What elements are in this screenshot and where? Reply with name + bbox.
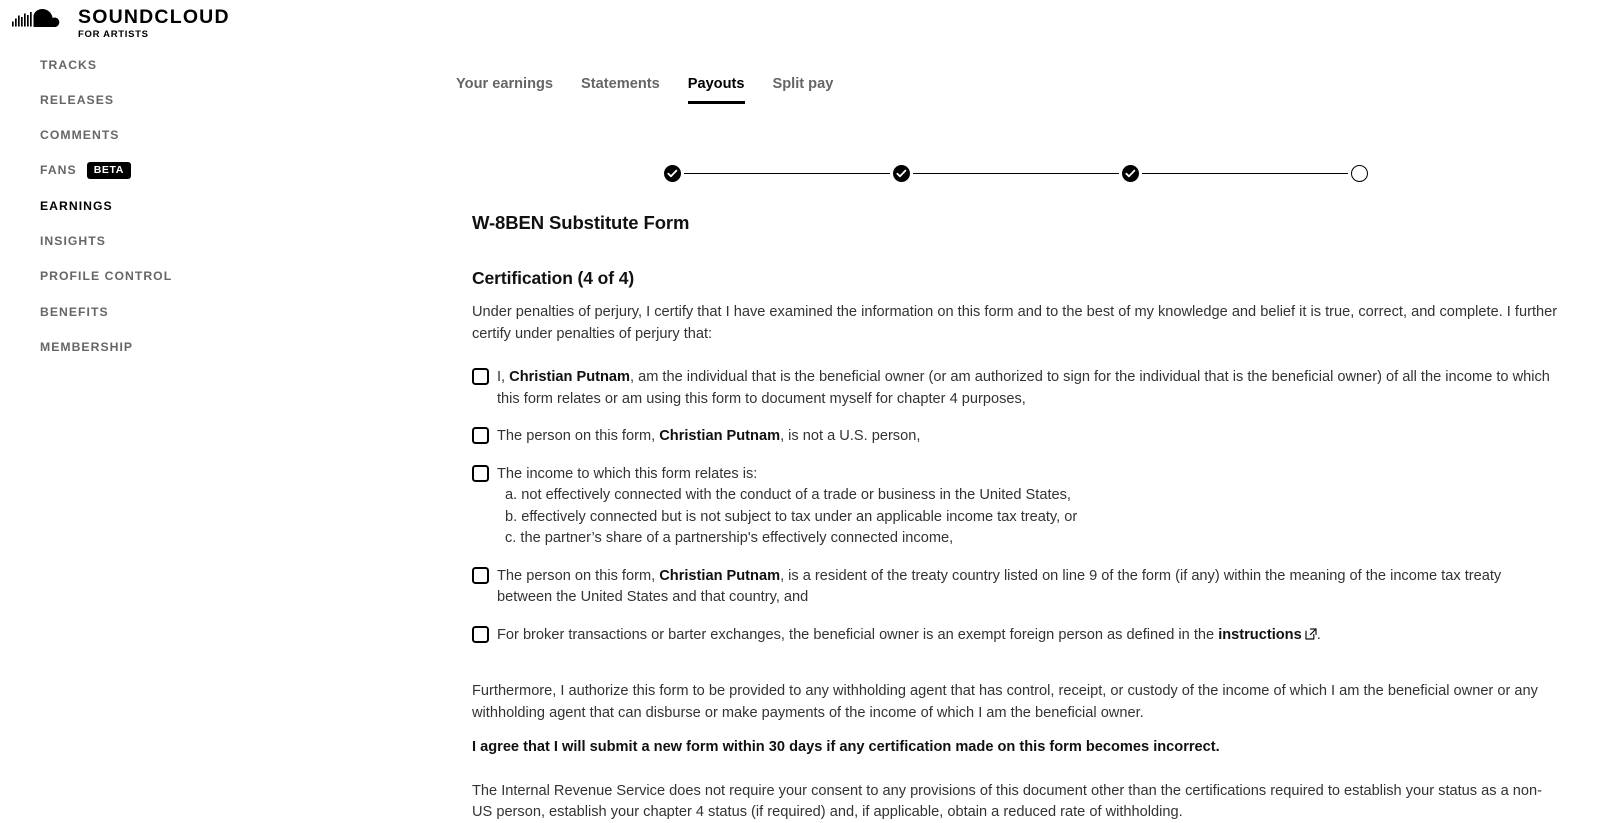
step-1-complete[interactable]: [664, 165, 681, 182]
sidebar-item-label: MEMBERSHIP: [40, 339, 134, 354]
sidebar-item-label: FANS: [40, 163, 77, 178]
section-title: Certification (4 of 4): [472, 268, 635, 288]
irs-notice-paragraph: The Internal Revenue Service does not require your consent to any provisions of this document other than the certifications required to establish your status as a non-US person, establish your chapter 4 status (if required) and, if applicable, obtain a reduced rate of withholding.: [472, 782, 1542, 820]
cert-user-name: Christian Putnam: [659, 428, 781, 444]
sidebar-item-label: PROFILE CONTROL: [40, 269, 173, 284]
agreement-statement: I agree that I will submit a new form within 30 days if any certification made on this form becomes incorrect.: [472, 739, 1220, 755]
sub-item-b: b. effectively connected but is not subject to tax under an applicable income tax treaty, or: [505, 508, 1078, 525]
cert-prefix: For broker transactions or barter exchanges, the beneficial owner is an exempt foreign person as defined in the: [497, 626, 1219, 643]
logo-title: SOUNDCLOUD: [78, 6, 230, 28]
form-content: [472, 212, 1558, 823]
check-icon: [664, 165, 681, 182]
sidebar-item-benefits[interactable]: [40, 301, 400, 322]
sidebar-item-earnings[interactable]: [40, 195, 400, 216]
cert-prefix: The person on this form,: [497, 567, 660, 584]
certification-list: [472, 367, 1558, 647]
sidebar-item-label: BENEFITS: [40, 304, 109, 319]
sidebar-item-insights[interactable]: [40, 230, 400, 251]
certification-text: [497, 464, 1558, 550]
sidebar-item-fans[interactable]: [40, 160, 400, 181]
certification-item: [472, 566, 1558, 609]
cert-suffix: .: [1316, 626, 1321, 643]
sidebar-item-releases[interactable]: [40, 89, 400, 110]
step-2-complete[interactable]: [893, 165, 910, 182]
page-title: W-8BEN Substitute Form: [472, 212, 690, 233]
certification-checkbox-2[interactable]: [472, 427, 489, 444]
sidebar-item-profile-control[interactable]: [40, 266, 400, 287]
cert-user-name: Christian Putnam: [509, 369, 630, 385]
cert-prefix: The person on this form,: [497, 428, 660, 444]
sidebar-item-membership[interactable]: [40, 336, 400, 357]
sidebar-item-tracks[interactable]: [40, 54, 400, 75]
certification-checkbox-4[interactable]: [472, 567, 489, 584]
soundcloud-for-artists-logo[interactable]: [12, 8, 230, 39]
certification-item: [472, 426, 1558, 448]
sidebar-nav: [40, 54, 400, 372]
certification-text: [497, 566, 1558, 609]
check-icon: [1122, 165, 1139, 182]
logo-wordmark: [78, 8, 230, 39]
step-4-current[interactable]: [1351, 165, 1368, 182]
check-icon: [893, 165, 910, 182]
certification-intro: Under penalties of perjury, I certify that I have examined the information on this form and to the best of my knowledge and belief it is true, correct, and complete. I further certify under penalties of perjury that:: [472, 304, 1558, 342]
certification-checkbox-3[interactable]: [472, 465, 489, 482]
instructions-link-label: instructions: [1218, 626, 1302, 643]
sidebar-item-label: EARNINGS: [40, 198, 113, 213]
certification-item: [472, 464, 1558, 550]
beta-badge: BETA: [87, 162, 131, 179]
sidebar-item-label: INSIGHTS: [40, 233, 106, 248]
sidebar-item-label: RELEASES: [40, 92, 115, 107]
tab-split-pay[interactable]: Split pay: [772, 76, 834, 92]
cert-user-name: Christian Putnam: [659, 567, 781, 584]
step-connector: [684, 173, 890, 175]
soundcloud-cloud-icon: [12, 9, 70, 38]
certification-item: [472, 367, 1558, 410]
tab-your-earnings[interactable]: Your earnings: [456, 76, 554, 92]
logo-tagline: FOR ARTISTS: [78, 28, 149, 40]
sidebar-item-label: TRACKS: [40, 57, 98, 72]
step-connector: [913, 173, 1119, 175]
tab-statements[interactable]: Statements: [581, 76, 660, 92]
cert-suffix: , is a resident of the treaty country listed on line 9 of the form (if any) within the meaning of the income tax treaty between the United States and that country, and: [497, 567, 1502, 605]
certification-item: [472, 625, 1558, 648]
cert-prefix: The income to which this form relates is:: [497, 465, 758, 482]
certification-text: [497, 625, 1558, 648]
furthermore-paragraph: Furthermore, I authorize this form to be provided to any withholding agent that has control, receipt, or custody of the income of which I am the beneficial owner or any withholding agent that can disburse or make payments of the income of which I am the beneficial owner.: [472, 683, 1538, 721]
tab-payouts[interactable]: Payouts: [688, 76, 745, 104]
cert-prefix: I,: [497, 369, 510, 385]
step-connector: [1142, 173, 1348, 175]
sidebar-item-comments[interactable]: [40, 125, 400, 146]
step-3-complete[interactable]: [1122, 165, 1139, 182]
earnings-tabs: [456, 76, 833, 104]
certification-checkbox-1[interactable]: [472, 368, 489, 385]
sub-item-a: a. not effectively connected with the conduct of a trade or business in the United States,: [505, 487, 1071, 503]
certification-text: [497, 426, 1558, 448]
sidebar-item-label: COMMENTS: [40, 128, 120, 143]
cert-suffix: , is not a U.S. person,: [780, 428, 921, 444]
instructions-link[interactable]: [1218, 627, 1317, 643]
cert-suffix: , am the individual that is the beneficial owner (or am authorized to sign for the individual that is the beneficial owner) of all the income to which this form relates or am using this form to document myself for chapter 4 purposes,: [497, 369, 1550, 407]
sub-item-c: c. the partner’s share of a partnership's effectively connected income,: [505, 530, 954, 546]
certification-text: [497, 367, 1558, 410]
certification-checkbox-5[interactable]: [472, 626, 489, 643]
form-progress-stepper: [664, 165, 1368, 182]
sidebar: [0, 0, 440, 823]
external-link-icon: [1305, 626, 1317, 648]
certification-sub-list: [497, 485, 1558, 550]
